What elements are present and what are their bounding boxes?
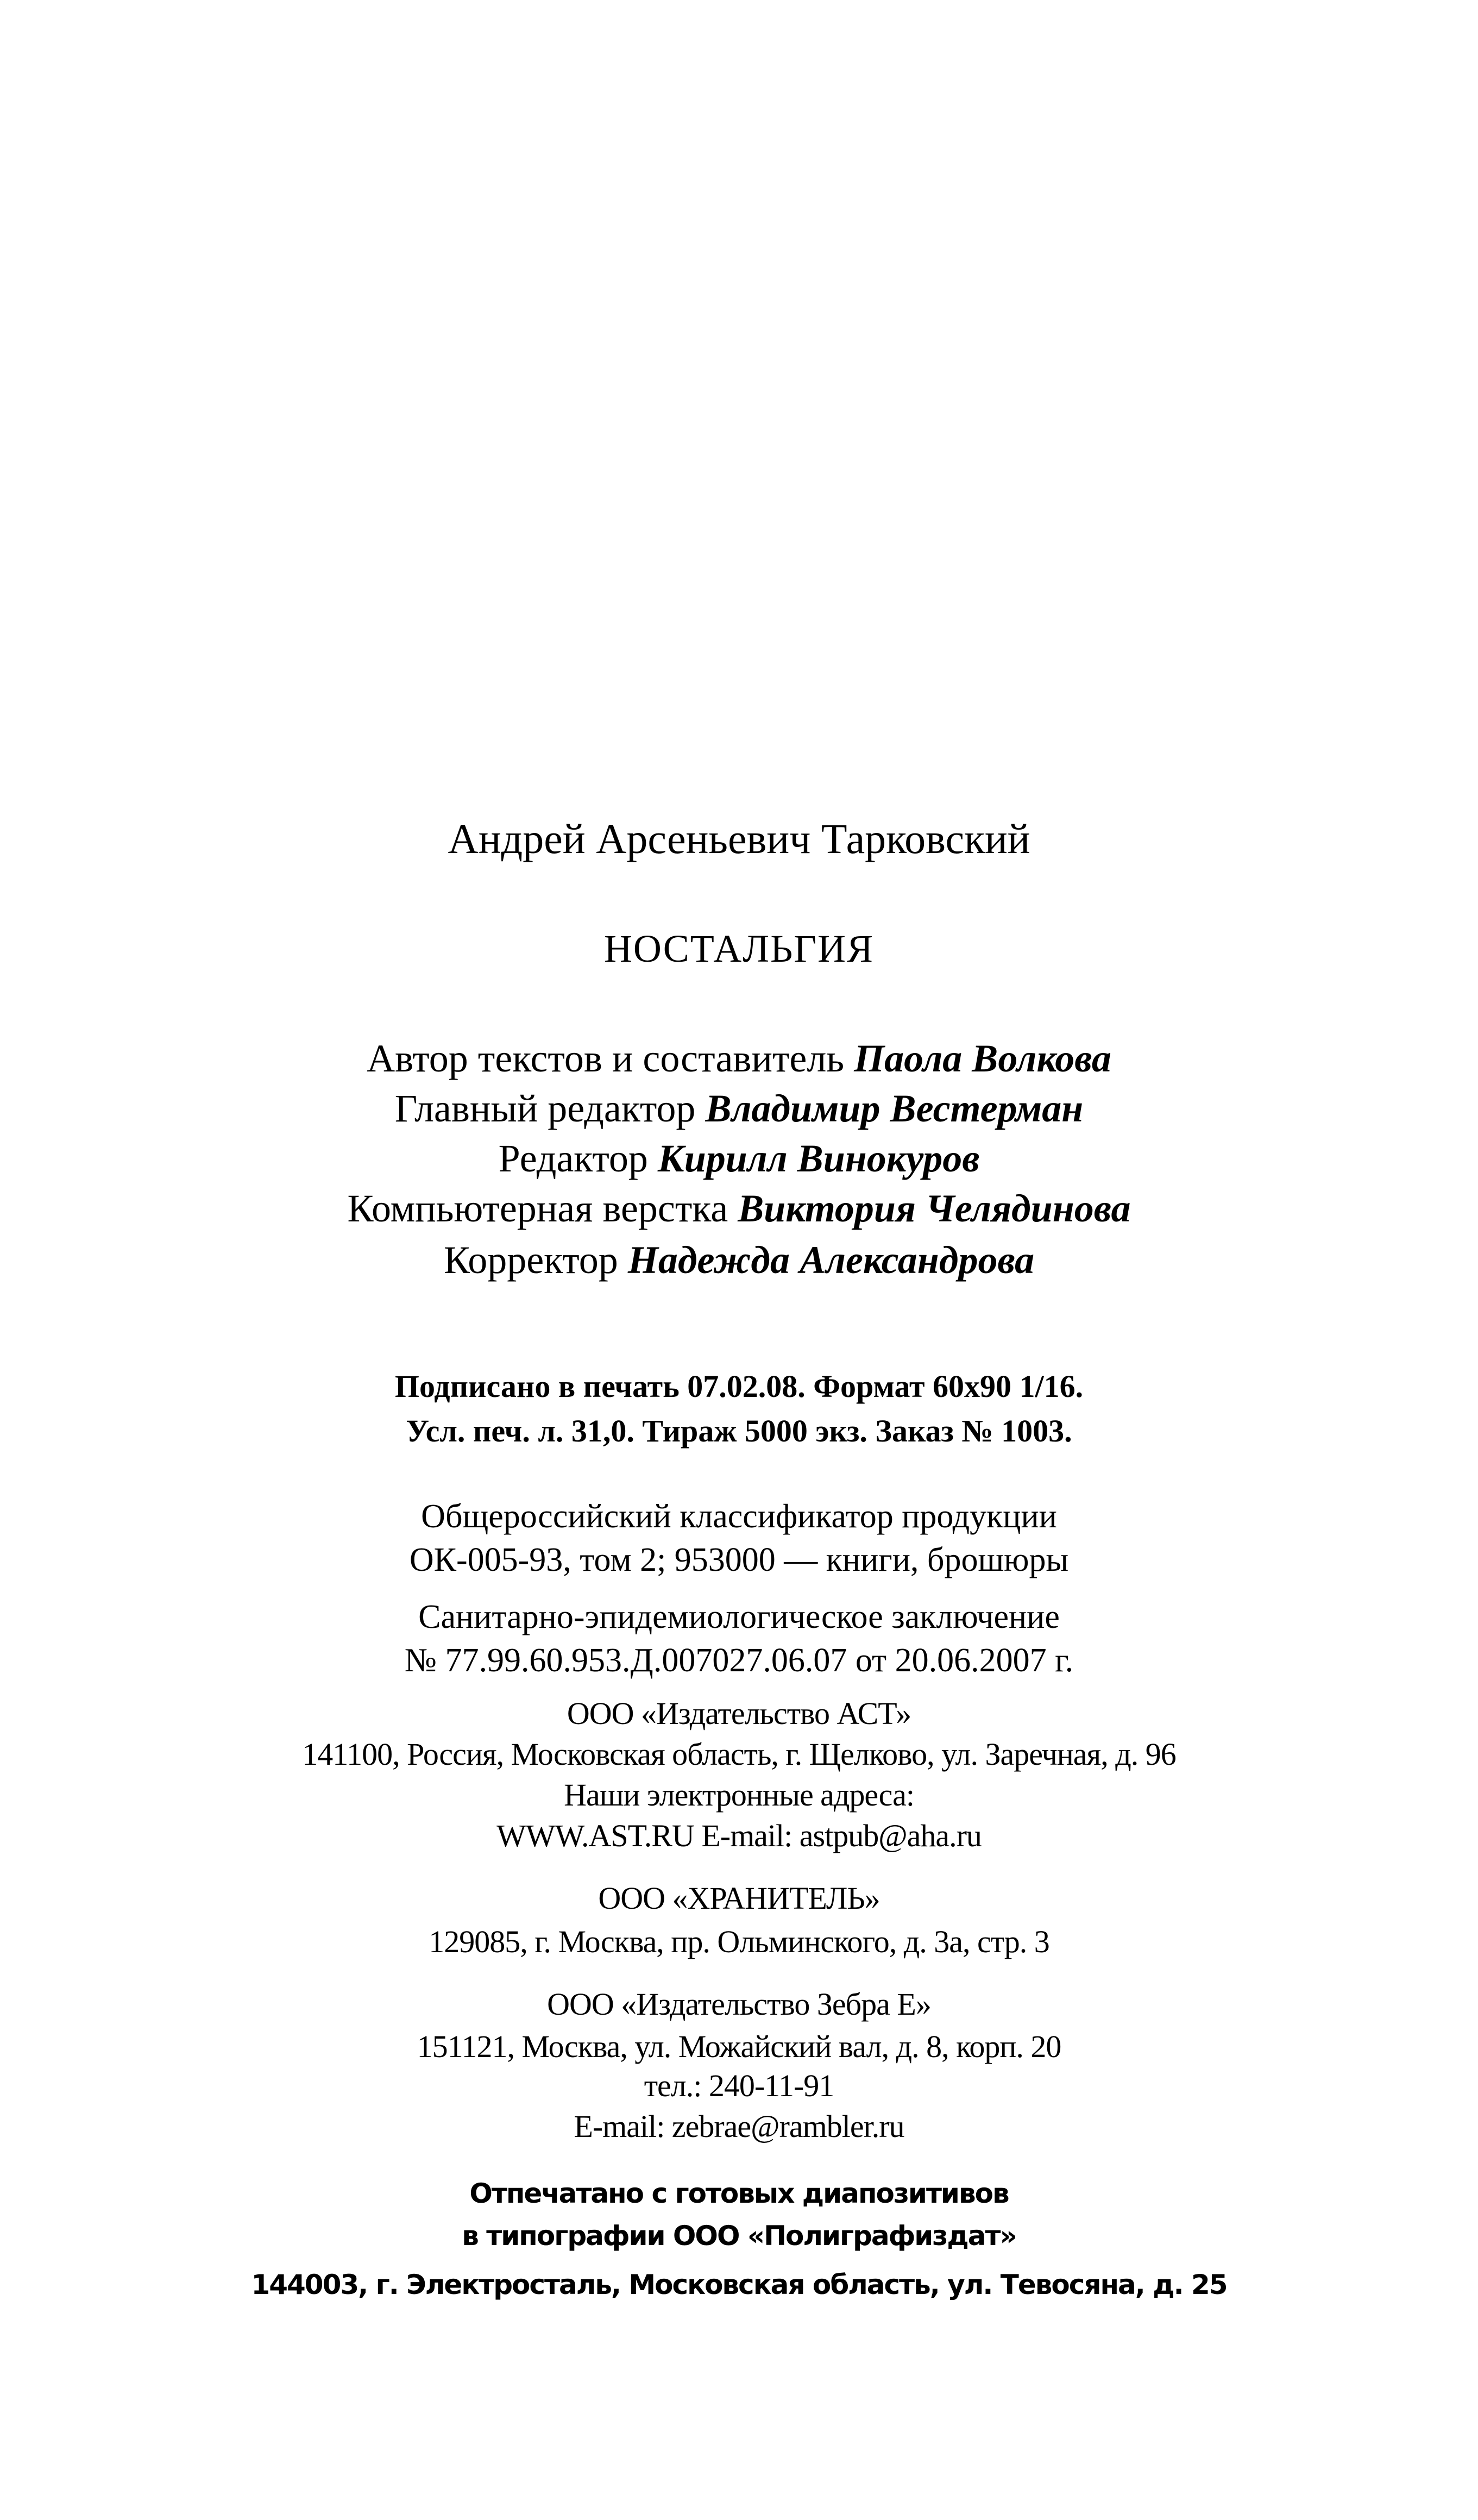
credit-role: Редактор [498,1137,648,1180]
credit-role: Автор текстов и составитель [367,1037,845,1080]
publisher-ast-web: WWW.AST.RU E-mail: astpub@aha.ru [496,1818,982,1853]
credit-person: Владимир Вестерман [705,1087,1084,1130]
book-title: НОСТАЛЬГИЯ [603,927,875,970]
printing-address: 144003, г. Электросталь, Московская область, ул. Тевосяна, д. 25 [251,2269,1227,2300]
sanitary-number: № 77.99.60.953.Д.007027.06.07 от 20.06.2007 г. [404,1642,1074,1679]
credit-person: Виктория Челядинова [738,1187,1131,1230]
publisher-zebra-name: ООО «Издательство Зебра Е» [547,1986,931,2022]
credit-person: Паола Волкова [854,1037,1111,1080]
credit-line-editor [0,1139,1478,1178]
classifier-title: Общероссийский классификатор продукции [421,1498,1057,1535]
publisher-zebra-phone: тел.: 240-11-91 [644,2068,834,2103]
publisher-ast-address: 141100, Россия, Московская область, г. Щелково, ул. Заречная, д. 96 [302,1737,1176,1772]
credit-role: Главный редактор [394,1087,696,1130]
credit-line-layout [0,1189,1478,1228]
print-signing-format: Подписано в печать 07.02.08. Формат 60x90 1/16. [394,1369,1084,1404]
credit-line-author-texts [0,1039,1478,1078]
credit-role: Корректор [443,1238,618,1282]
credit-line-chief-editor [0,1089,1478,1128]
credit-line-proofreader [0,1240,1478,1280]
publisher-khranitel-address: 129085, г. Москва, пр. Ольминского, д. 3а, стр. 3 [429,1924,1049,1959]
sanitary-title: Санитарно-эпидемиологическое заключение [418,1598,1060,1635]
print-run-order: Усл. печ. л. 31,0. Тираж 5000 экз. Заказ № 1003. [406,1413,1072,1449]
publisher-zebra-email: E-mail: zebrae@rambler.ru [574,2109,904,2144]
credit-person: Кирилл Винокуров [657,1137,980,1180]
publisher-ast-name: ООО «Издательство АСТ» [567,1696,911,1731]
publisher-khranitel-name: ООО «ХРАНИТЕЛЬ» [598,1880,880,1916]
classifier-code: ОК-005-93, том 2; 953000 — книги, брошюры [409,1541,1069,1578]
publisher-zebra-address: 151121, Москва, ул. Можайский вал, д. 8, корп. 20 [417,2029,1061,2064]
credit-role: Компьютерная верстка [347,1187,728,1230]
printing-note-line2: в типографии ООО «Полиграфиздат» [462,2220,1016,2252]
credit-person: Надежда Александрова [627,1238,1035,1282]
author-name: Андрей Арсеньевич Тарковский [448,815,1030,862]
publisher-ast-emails-label: Наши электронные адреса: [564,1777,914,1813]
printing-note-line1: Отпечатано с готовых диапозитивов [469,2178,1009,2209]
